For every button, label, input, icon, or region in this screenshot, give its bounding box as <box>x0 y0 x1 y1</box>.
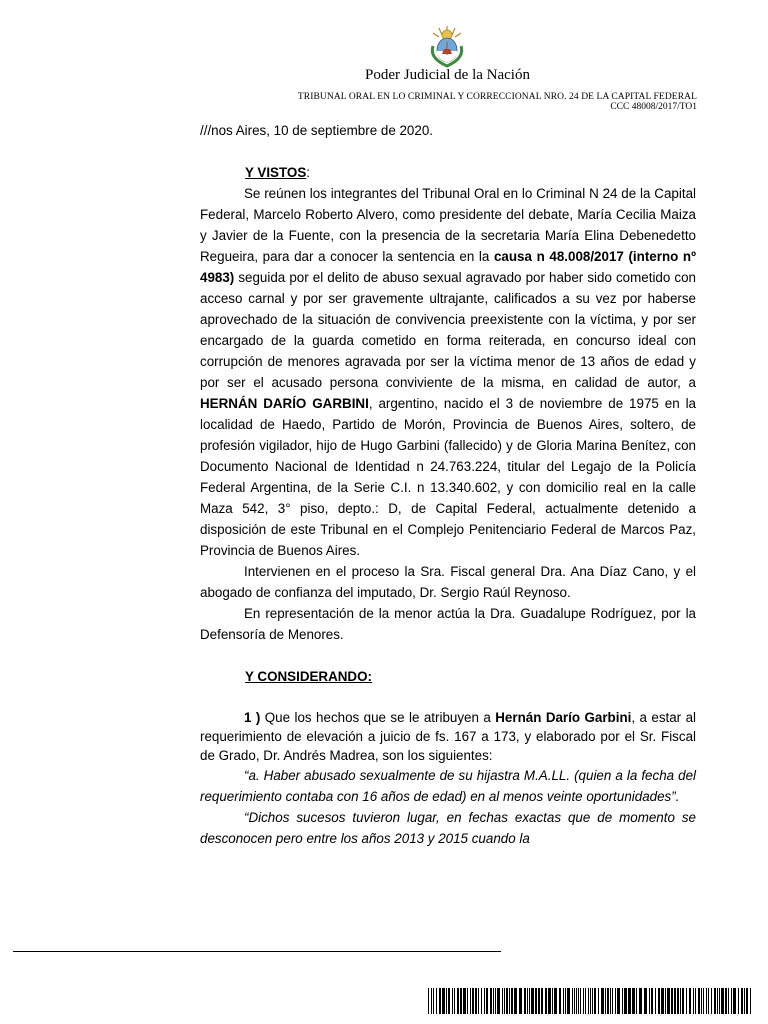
paragraph-vistos <box>200 183 696 561</box>
item-number: 1 ) <box>244 710 261 725</box>
institution-title: Poder Judicial de la Nación <box>365 67 530 83</box>
paragraph-text: Se reúnen los integrantes del Tribunal Oral en lo Criminal N 24 de la Capital Federal, Marcelo Roberto Alvero, como presidente del debate, María Cecilia Maiza y Javier de la Fuente, con la presencia de la secretaria María Elina Debenedetto Regueira, para dar a conocer la sentencia en la <box>200 186 696 264</box>
case-reference: CCC 48008/2017/TO1 <box>610 102 697 112</box>
paragraph-text: seguida por el delito de abuso sexual agravado por haber sido cometido con acceso carnal y por ser gravemente ultrajante, calificados a su vez por haberse aprovechado de la situación de convivencia preexistente con la víctima, y por ser encargado de la guarda cometido en forma reiterada, en concurso ideal con corrupción de menores agravada por ser la víctima menor de 13 años de edad y por ser el acusado persona conviviente de la misma, en calidad de autor, a <box>200 270 696 390</box>
case-number: causa n 48.008/2017 (interno nº 4983) <box>200 249 696 285</box>
quote-a: “a. Haber abusado sexualmente de su hijastra M.A.LL. (quien a la fecha del requerimiento contaba con 16 años de edad) en al menos veinte oportunidades”. <box>200 768 696 804</box>
defendant-name-lower: Hernán Darío Garbini <box>495 710 632 725</box>
national-coat-of-arms-icon <box>425 24 469 68</box>
barcode-icon <box>428 988 754 1014</box>
defendant-name: HERNÁN DARÍO GARBINI <box>200 396 369 411</box>
document-body <box>200 120 696 849</box>
tribunal-name: TRIBUNAL ORAL EN LO CRIMINAL Y CORRECCIONAL NRO. 24 DE LA CAPITAL FEDERAL <box>297 92 697 102</box>
footer-rule <box>13 951 501 952</box>
considerando-heading: Y CONSIDERANDO: <box>245 669 372 684</box>
paragraph-intervienen: Intervienen en el proceso la Sra. Fiscal general Dra. Ana Díaz Cano, y el abogado de confianza del imputado, Dr. Sergio Raúl Reynoso. <box>200 564 696 600</box>
place-date: ///nos Aires, 10 de septiembre de 2020. <box>200 123 433 138</box>
paragraph-text: , argentino, nacido el 3 de noviembre de 1975 en la localidad de Haedo, Partido de Morón, Provincia de Buenos Aires, soltero, de profesión vigilador, hijo de Hugo Garbini (fallecido) y de Gloria Marina Benítez, con Documento Nacional de Identidad n 24.763.224, titular del Legajo de la Policía Federal Argentina, de la Serie C.I. n 13.340.602, y con domicilio real en la calle Maza 542, 3° piso, depto.: D, de Capital Federal, actualmente detenido a disposición de este Tribunal en el Complejo Penitenciario Federal de Marcos Paz, Provincia de Buenos Aires. <box>200 396 696 558</box>
considerando-heading-line <box>200 666 696 687</box>
vistos-colon: : <box>306 165 311 180</box>
paragraph-text: , a estar al requerimiento de elevación a juicio de fs. 167 a 173, y elaborado por el Sr. Fiscal de Grado, Dr. Andrés Madrea, son los siguientes: <box>200 710 696 763</box>
paragraph-text: Que los hechos que se le atribuyen a <box>260 710 496 725</box>
paragraph-representacion: En representación de la menor actúa la Dra. Guadalupe Rodríguez, por la Defensoría de Menores. <box>200 606 696 642</box>
vistos-heading-line <box>200 162 696 183</box>
vistos-heading: Y VISTOS <box>245 165 307 180</box>
quote-b: “Dichos sucesos tuvieron lugar, en fechas exactas que de momento se desconocen pero entre los años 2013 y 2015 cuando la <box>200 810 696 846</box>
paragraph-considerando-1 <box>200 708 696 765</box>
